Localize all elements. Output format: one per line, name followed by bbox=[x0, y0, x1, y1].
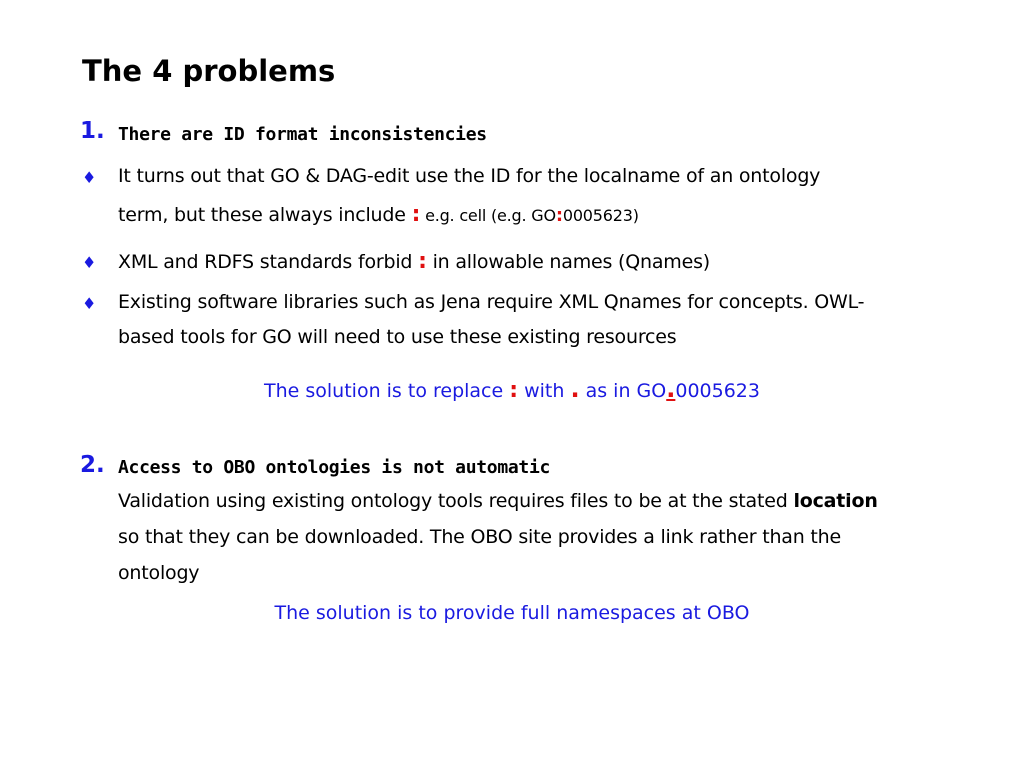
bullet-3-line-2: based tools for GO will need to use these existing resources bbox=[118, 326, 677, 348]
red-colon: : bbox=[418, 249, 427, 274]
red-colon-small: : bbox=[555, 205, 563, 226]
bullet-3-line-1: Existing software libraries such as Jena require XML Qnames for concepts. OWL- bbox=[118, 291, 865, 313]
red-dot-underlined: . bbox=[666, 375, 676, 403]
section-2-line-1 bbox=[118, 490, 878, 512]
bullet-2-line bbox=[118, 249, 710, 274]
section-1-heading: There are ID format inconsistencies bbox=[118, 124, 487, 145]
solution-1-text-d: 0005623 bbox=[675, 380, 760, 402]
slide-title: The 4 problems bbox=[82, 54, 336, 88]
solution-1-text-a: The solution is to replace bbox=[264, 380, 510, 402]
solution-1-text-c: as in GO bbox=[579, 380, 667, 402]
red-dot: . bbox=[570, 375, 580, 403]
bullet-1-example: e.g. cell (e.g. GO bbox=[420, 206, 556, 225]
bullet-1-line-2 bbox=[118, 202, 639, 227]
bullet-2-text-b: in allowable names (Qnames) bbox=[426, 251, 710, 273]
bullet-1-example-end: 0005623) bbox=[562, 206, 639, 225]
solution-1-text-b: with bbox=[518, 380, 571, 402]
bullet-diamond-icon: ♦ bbox=[82, 168, 97, 187]
section-2-line-2: so that they can be downloaded. The OBO site provides a link rather than the bbox=[118, 526, 841, 548]
bullet-2-text-a: XML and RDFS standards forbid bbox=[118, 251, 419, 273]
bullet-diamond-icon: ♦ bbox=[82, 294, 97, 313]
bullet-diamond-icon: ♦ bbox=[82, 253, 97, 272]
section-2-line-3: ontology bbox=[118, 562, 200, 584]
section-1-number: 1. bbox=[80, 118, 105, 144]
bullet-1-line-1: It turns out that GO & DAG-edit use the ID for the localname of an ontology bbox=[118, 165, 821, 187]
solution-2: The solution is to provide full namespaces at OBO bbox=[274, 602, 750, 624]
red-colon: : bbox=[509, 378, 519, 403]
section-2-number: 2. bbox=[80, 452, 105, 478]
section-2-heading: Access to OBO ontologies is not automatic bbox=[118, 457, 551, 478]
red-colon: : bbox=[411, 202, 421, 227]
section-2-text-a: Validation using existing ontology tools requires files to be at the stated bbox=[118, 490, 794, 512]
location-bold: location bbox=[793, 490, 878, 512]
solution-1 bbox=[0, 375, 1024, 403]
bullet-1-text-a: term, but these always include bbox=[118, 204, 412, 226]
